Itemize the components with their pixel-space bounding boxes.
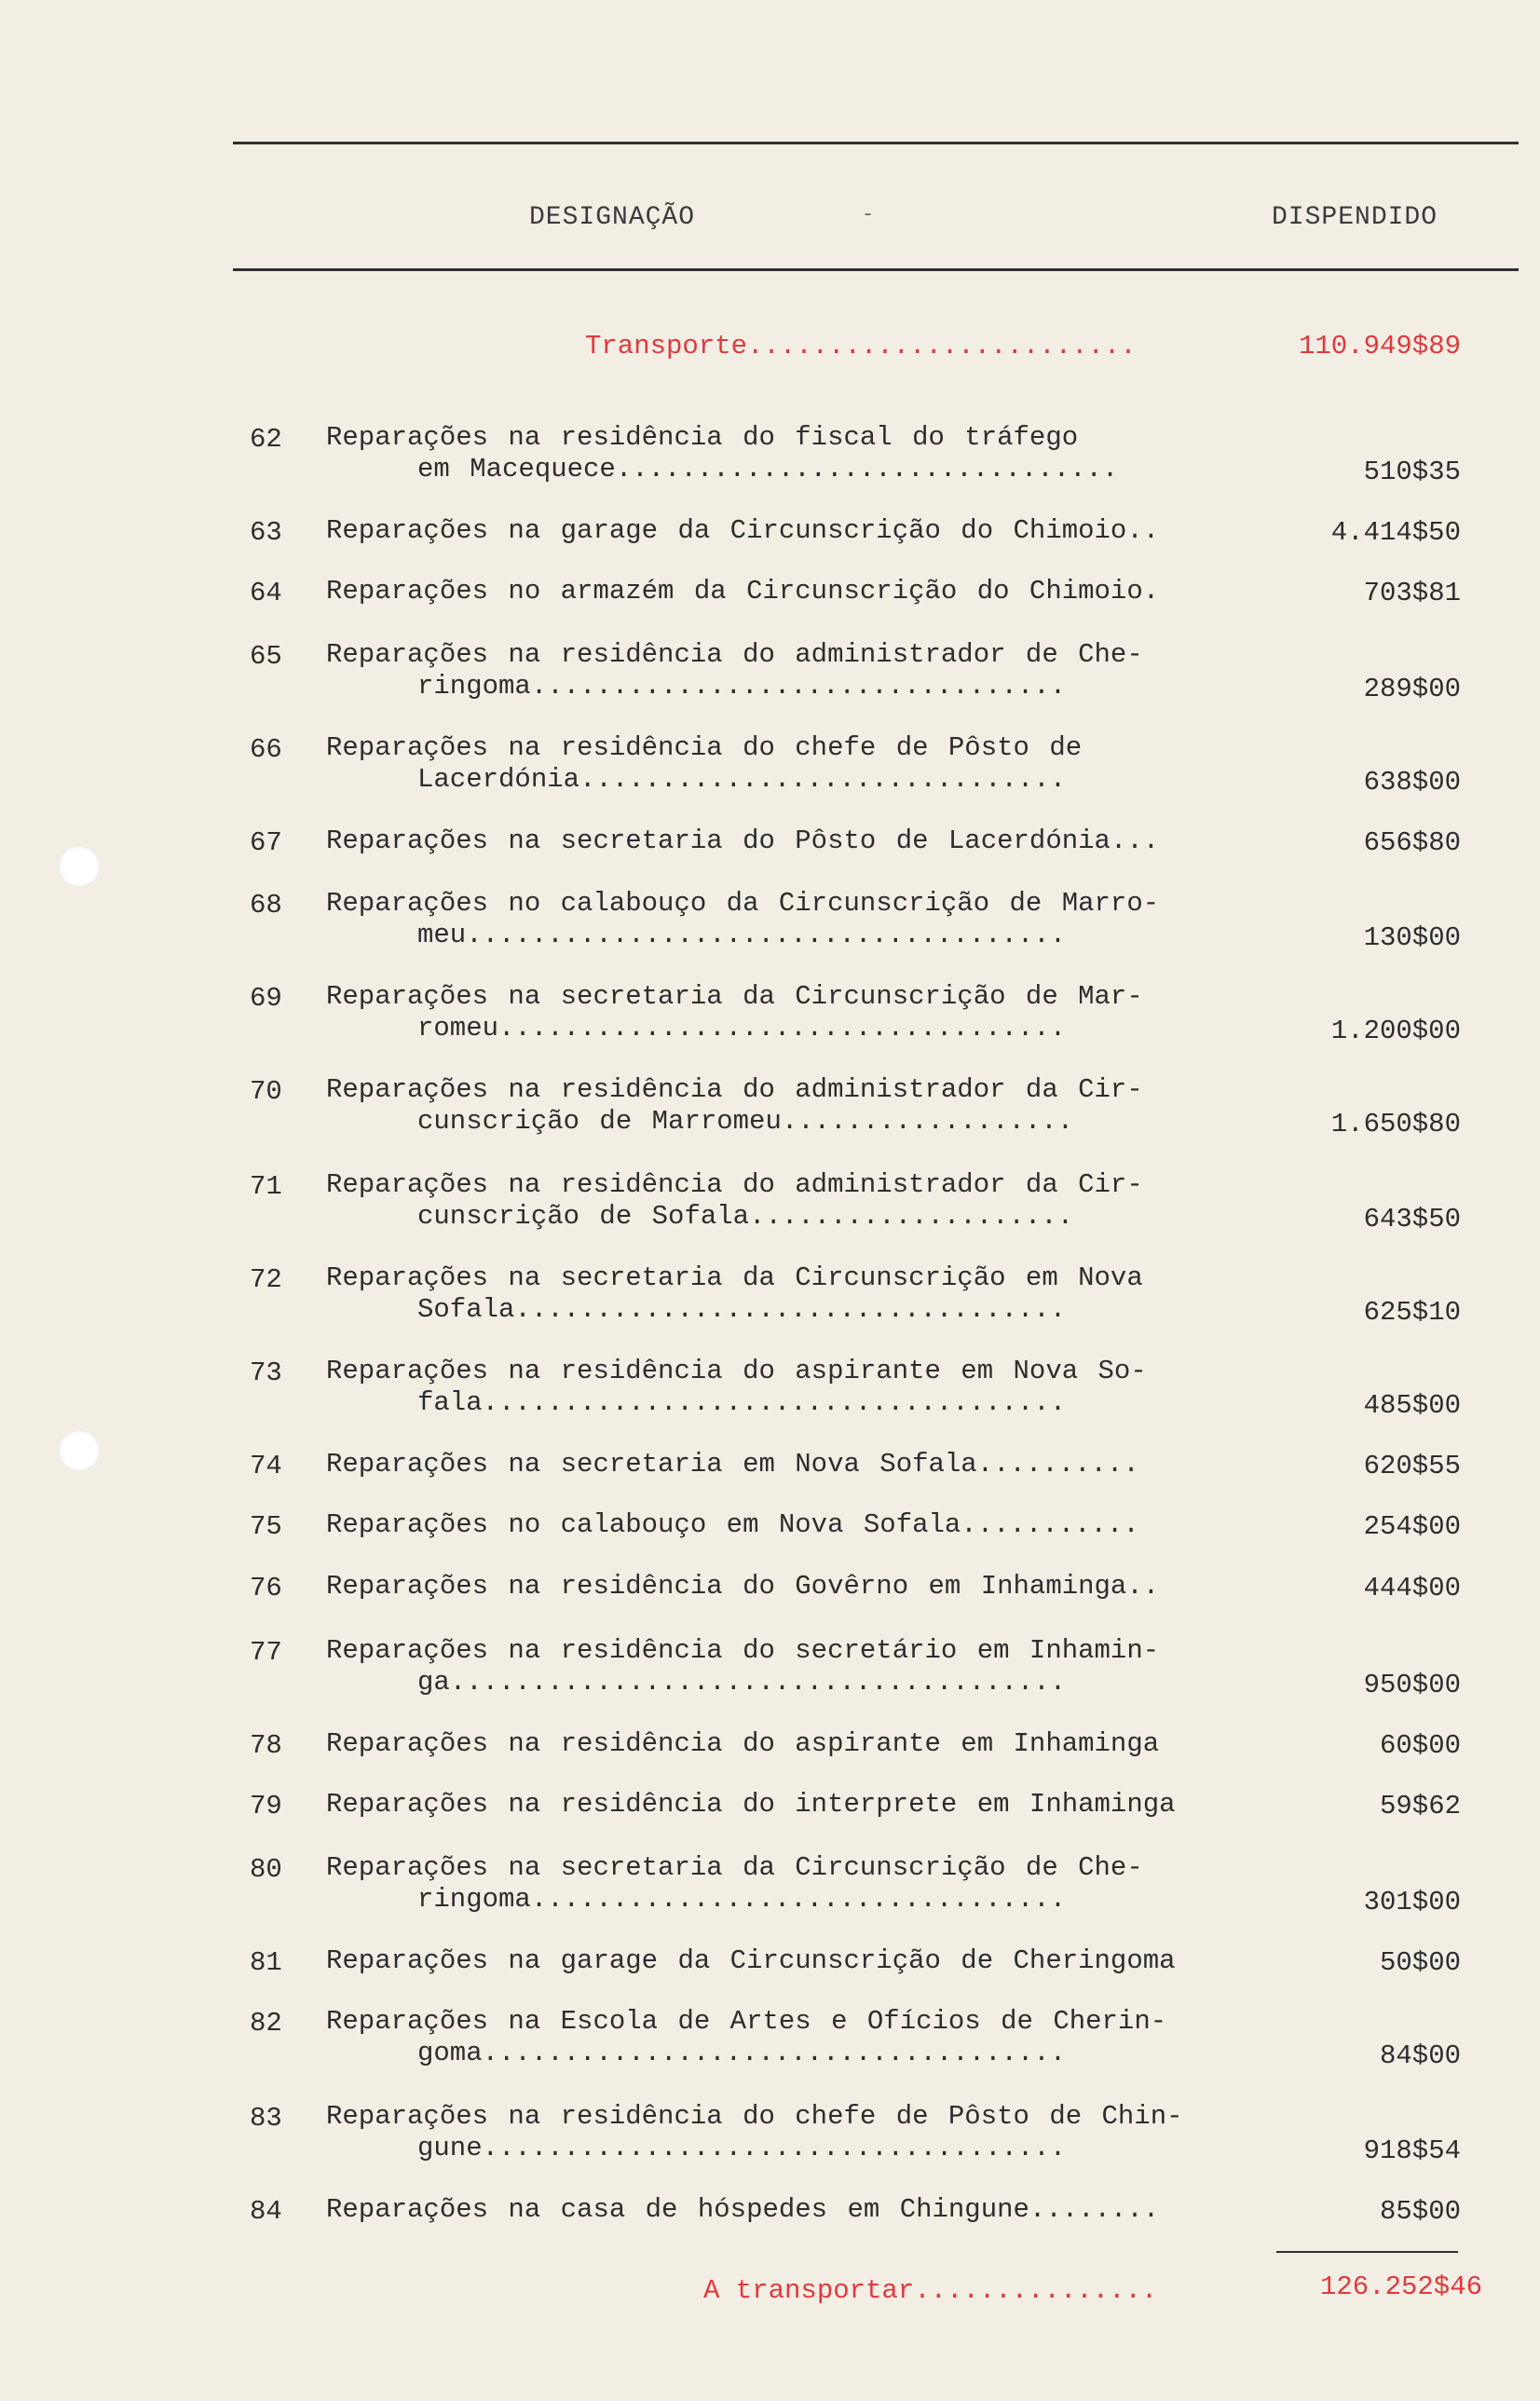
entry-amount: 84$00 <box>1379 2040 1461 2071</box>
entry-amount: 254$00 <box>1363 1511 1461 1542</box>
entry-line-1: Reparações na casa de hóspedes em Chingune........ <box>326 2194 1160 2225</box>
entry-description <box>326 1728 1267 1760</box>
entry-line-1: Reparações na residência do administrador de Che- <box>326 639 1143 670</box>
entry-description <box>326 732 1267 796</box>
entry-line-2: ga...................................... <box>417 1667 1067 1698</box>
entry-amount: 1.650$80 <box>1330 1109 1461 1139</box>
punch-hole <box>59 1430 100 1471</box>
entry-line-1: Reparações na secretaria em Nova Sofala.......... <box>326 1449 1139 1480</box>
entry-line-1: Reparações na residência do interprete em Inhaminga <box>326 1789 1176 1820</box>
entry-amount: 301$00 <box>1363 1887 1461 1917</box>
entry-description <box>326 639 1267 703</box>
entry-line-1: Reparações na residência do administrador da Cir- <box>326 1074 1143 1105</box>
entry-line-1: Reparações na Escola de Artes e Ofícios de Cherin- <box>326 2006 1167 2037</box>
entry-number: 77 <box>250 1637 282 1668</box>
entry-description <box>326 1449 1267 1480</box>
header-spent: DISPENDIDO <box>1272 203 1438 232</box>
entry-number: 67 <box>250 827 282 858</box>
entry-amount: 643$50 <box>1363 1204 1461 1235</box>
entry-line-2: em Macequece............................... <box>417 454 1119 484</box>
entry-line-1: Reparações na residência do fiscal do tráfego <box>326 422 1079 453</box>
entry-line-2: gune.................................... <box>417 2133 1067 2163</box>
header-rule <box>233 268 1519 271</box>
entry-description <box>326 1356 1267 1419</box>
entry-line-1: Reparações na residência do aspirante em Nova So- <box>326 1356 1147 1386</box>
entry-amount: 950$00 <box>1363 1670 1461 1700</box>
carry-in-label: Transporte........................ <box>585 331 1137 362</box>
entry-amount: 444$00 <box>1363 1573 1461 1603</box>
entry-description <box>326 1509 1267 1541</box>
entry-amount: 625$10 <box>1363 1297 1461 1328</box>
entry-description <box>326 1945 1267 1977</box>
entry-line-2: ringoma................................. <box>417 1884 1067 1915</box>
entry-number: 81 <box>250 1947 282 1978</box>
entry-number: 75 <box>250 1511 282 1542</box>
top-rule <box>233 142 1519 144</box>
entry-amount: 1.200$00 <box>1330 1016 1461 1046</box>
entry-line-1: Reparações na secretaria do Pôsto de Lacerdónia... <box>326 825 1160 856</box>
entry-number: 66 <box>250 734 282 765</box>
entry-number: 84 <box>250 2196 282 2227</box>
entry-number: 76 <box>250 1573 282 1603</box>
entry-number: 82 <box>250 2008 282 2039</box>
entry-line-2: goma.................................... <box>417 2038 1067 2068</box>
entry-amount: 60$00 <box>1379 1730 1461 1761</box>
entry-number: 78 <box>250 1730 282 1761</box>
entry-description <box>326 515 1267 547</box>
punch-hole <box>59 846 100 887</box>
entry-amount: 703$81 <box>1363 578 1461 608</box>
entry-amount: 85$00 <box>1379 2196 1461 2227</box>
entry-line-2: Lacerdónia.............................. <box>417 764 1067 795</box>
entry-number: 74 <box>250 1451 282 1481</box>
entry-description <box>326 576 1267 607</box>
entry-amount: 656$80 <box>1363 827 1461 858</box>
entry-number: 65 <box>250 641 282 672</box>
entry-amount: 130$00 <box>1363 922 1461 953</box>
entry-number: 62 <box>250 424 282 455</box>
entry-number: 69 <box>250 983 282 1014</box>
entry-description <box>326 1262 1267 1326</box>
entry-amount: 638$00 <box>1363 767 1461 798</box>
header-designation: DESIGNAÇÃO <box>529 203 696 232</box>
entry-line-1: Reparações no calabouço em Nova Sofala........... <box>326 1509 1139 1540</box>
entry-description <box>326 825 1267 857</box>
entry-line-2: cunscrição de Sofala.................... <box>417 1201 1074 1232</box>
sum-rule <box>1276 2251 1458 2253</box>
entry-number: 71 <box>250 1171 282 1202</box>
entry-number: 72 <box>250 1264 282 1295</box>
entry-line-2: cunscrição de Marromeu.................. <box>417 1106 1074 1137</box>
entry-description <box>326 981 1267 1044</box>
entry-number: 63 <box>250 517 282 548</box>
entry-line-1: Reparações na residência do administrador da Cir- <box>326 1169 1143 1200</box>
entry-number: 64 <box>250 578 282 608</box>
entry-number: 68 <box>250 890 282 921</box>
entry-description <box>326 1635 1267 1698</box>
entry-line-1: Reparações na residência do Govêrno em Inhaminga.. <box>326 1571 1160 1602</box>
entry-line-1: Reparações no armazém da Circunscrição do Chimoio. <box>326 576 1160 607</box>
entry-line-2: meu..................................... <box>417 920 1067 950</box>
entry-description <box>326 1571 1267 1603</box>
entry-description <box>326 422 1267 485</box>
entry-description <box>326 2194 1267 2226</box>
entry-line-1: Reparações na residência do chefe de Pôsto de <box>326 732 1083 763</box>
entry-line-1: Reparações na secretaria da Circunscrição de Che- <box>326 1852 1143 1883</box>
entry-line-1: Reparações na residência do secretário em Inhamin- <box>326 1635 1160 1666</box>
entry-description <box>326 1852 1267 1916</box>
carry-out-label: A transportar............... <box>703 2275 1158 2306</box>
header-dash: - <box>862 203 875 226</box>
entry-line-1: Reparações na residência do chefe de Pôsto de Chin- <box>326 2101 1183 2132</box>
entry-line-1: Reparações no calabouço da Circunscrição de Marro- <box>326 888 1160 919</box>
entry-line-1: Reparações na secretaria da Circunscrição de Mar- <box>326 981 1143 1012</box>
carry-out-amount: 126.252$46 <box>1319 2271 1482 2302</box>
entry-amount: 918$54 <box>1363 2135 1461 2166</box>
entry-number: 70 <box>250 1076 282 1107</box>
entry-line-1: Reparações na garage da Circunscrição de Cheringoma <box>326 1945 1176 1976</box>
entry-description <box>326 2006 1267 2069</box>
entry-line-1: Reparações na secretaria da Circunscrição em Nova <box>326 1262 1143 1293</box>
entry-line-2: ringoma................................. <box>417 671 1067 702</box>
entry-description <box>326 1169 1267 1233</box>
entry-amount: 620$55 <box>1363 1451 1461 1481</box>
entry-line-1: Reparações na garage da Circunscrição do Chimoio.. <box>326 515 1160 546</box>
entry-amount: 50$00 <box>1379 1947 1461 1978</box>
entry-line-2: Sofala.................................. <box>417 1294 1067 1325</box>
entry-description <box>326 1074 1267 1138</box>
entry-amount: 289$00 <box>1363 674 1461 704</box>
entry-number: 80 <box>250 1854 282 1885</box>
entry-amount: 510$35 <box>1363 457 1461 487</box>
entry-number: 79 <box>250 1791 282 1821</box>
carry-in-amount: 110.949$89 <box>1298 331 1461 362</box>
entry-description <box>326 888 1267 951</box>
entry-number: 83 <box>250 2103 282 2134</box>
entry-amount: 485$00 <box>1363 1390 1461 1421</box>
entry-description <box>326 2101 1267 2164</box>
entry-description <box>326 1789 1267 1821</box>
entry-line-2: fala.................................... <box>417 1387 1067 1418</box>
entry-amount: 59$62 <box>1379 1791 1461 1821</box>
entry-amount: 4.414$50 <box>1330 517 1461 548</box>
entry-number: 73 <box>250 1357 282 1388</box>
entry-line-1: Reparações na residência do aspirante em Inhaminga <box>326 1728 1160 1759</box>
entry-line-2: romeu................................... <box>417 1013 1067 1044</box>
